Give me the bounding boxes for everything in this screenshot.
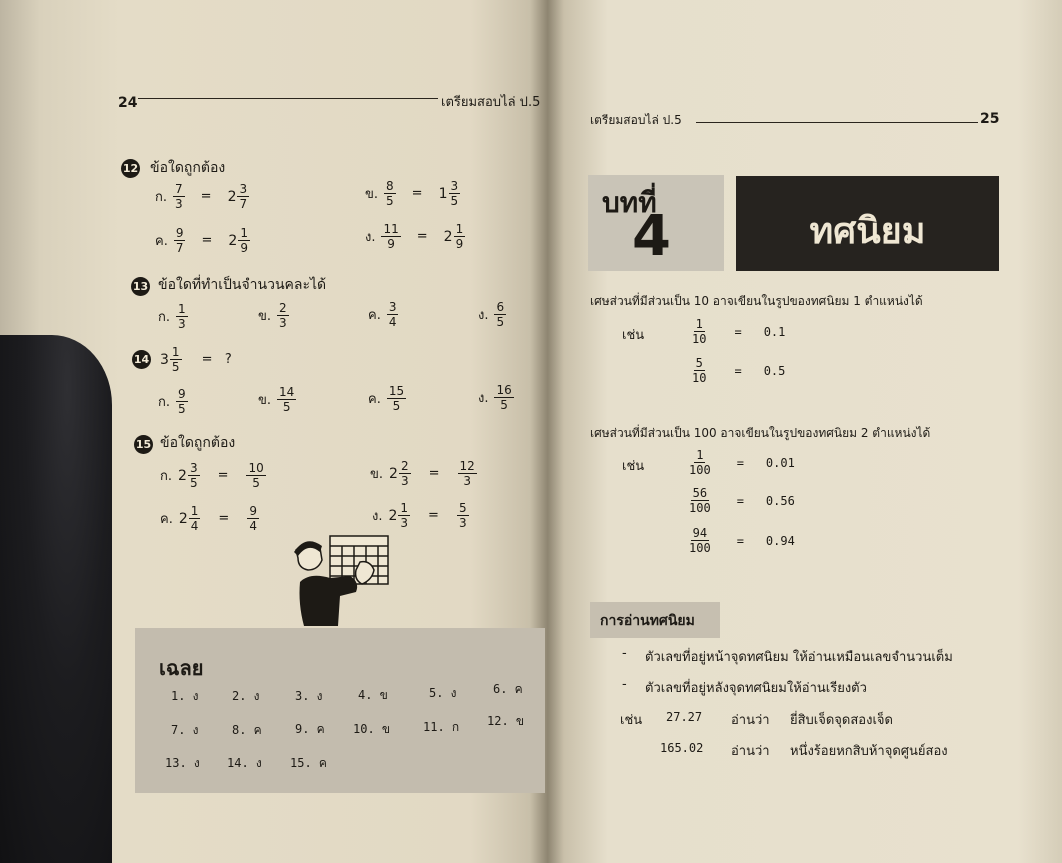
option-label: ง.	[372, 509, 383, 524]
q13-option-b	[258, 302, 289, 329]
chapter-title-box	[736, 176, 999, 271]
answer-3: 3. ง	[295, 689, 323, 703]
section1-example-word: เช่น	[622, 328, 645, 343]
mixed-number: 2 $\frac{2}{3}$	[389, 459, 409, 488]
section1-example-2	[690, 357, 785, 384]
q13-option-c	[368, 301, 398, 328]
chapter-number: 4	[632, 204, 671, 269]
section1-example-1	[690, 318, 785, 345]
fraction: $\frac{16}{5}$	[496, 383, 512, 412]
q14-option-a	[158, 388, 188, 415]
mixed-number: 1 $\frac{3}{5}$	[438, 179, 459, 208]
option-label: ก.	[158, 395, 171, 410]
q14-option-d	[478, 384, 514, 411]
reading-bullet-1: ตัวเลขที่อยู่หน้าจุดทศนิยม ให้อ่านเหมือนเลขจำนวนเต็ม	[645, 650, 953, 665]
answer-13: 13. ง	[165, 756, 200, 770]
equals-sign: =	[416, 229, 428, 244]
answer-key-box	[135, 628, 545, 793]
fraction: $\frac{9}{5}$	[178, 387, 186, 416]
option-label: ก.	[160, 469, 173, 484]
option-label: ค.	[160, 512, 173, 527]
equals-sign: =	[734, 363, 742, 378]
fraction: $\frac{9}{4}$	[249, 504, 257, 533]
reading-bullet-mark-1: -	[622, 646, 627, 661]
fraction: $\frac{1}{10}$	[692, 317, 707, 346]
q12-option-a	[155, 183, 249, 210]
fraction: $\frac{15}{5}$	[388, 384, 405, 413]
reading-example-2-reads: อ่านว่า	[731, 744, 770, 759]
section2-text: เศษส่วนที่มีส่วนเป็น 100 อาจเขียนในรูปของทศนิยม 2 ตำแหน่งได้	[590, 426, 931, 440]
reading-bullet-mark-2: -	[622, 677, 627, 692]
equals-sign: =	[736, 533, 744, 548]
mixed-number: 2 $\frac{3}{7}$	[227, 182, 248, 211]
fraction: $\frac{56}{100}$	[689, 486, 711, 515]
reading-example-word: เช่น	[620, 713, 643, 728]
fraction: $\frac{14}{5}$	[279, 385, 295, 414]
equals-sign: =	[428, 466, 440, 481]
equals-sign: =	[411, 186, 423, 201]
fraction: $\frac{7}{3}$	[175, 182, 183, 211]
section2-example-1	[687, 449, 795, 476]
option-label: ค.	[368, 392, 381, 407]
fraction: $\frac{12}{3}$	[459, 459, 475, 488]
reading-example-1-reads: อ่านว่า	[731, 713, 770, 728]
section2-example-word: เช่น	[622, 459, 645, 474]
q14-option-b	[258, 386, 296, 413]
decimal-value: 0.94	[765, 533, 795, 548]
q15-option-c	[160, 505, 259, 532]
question-number-14: 14	[132, 350, 151, 369]
header-title-right: เตรียมสอบไล่ ป.5	[590, 113, 682, 127]
equals-sign: =	[734, 324, 742, 339]
option-label: ง.	[478, 308, 489, 323]
page-number-right: 25	[980, 111, 1000, 127]
fraction: $\frac{11}{9}$	[383, 222, 399, 251]
option-label: ง.	[365, 230, 376, 245]
section2-example-3	[687, 527, 795, 554]
reading-example-1-text: ยี่สิบเจ็ดจุดสองเจ็ด	[790, 713, 893, 728]
question-text-15: ข้อใดถูกต้อง	[160, 435, 236, 451]
mixed-number: 2 $\frac{1}{3}$	[388, 501, 409, 530]
q12-option-d	[365, 223, 465, 250]
decimal-value: 0.5	[763, 363, 786, 378]
q15-option-a	[160, 462, 266, 489]
equals-sign: =	[200, 189, 212, 204]
q14-option-c	[368, 385, 406, 412]
mixed-number: 3 $\frac{1}{5}$	[160, 345, 180, 374]
fraction: $\frac{3}{4}$	[388, 300, 397, 329]
fraction: $\frac{8}{5}$	[386, 179, 394, 208]
decimal-value: 0.56	[765, 493, 795, 508]
reading-example-2-text: หนึ่งร้อยหกสิบห้าจุดศูนย์สอง	[790, 744, 948, 759]
q13-option-a	[158, 303, 188, 330]
answer-11: 11. ก	[423, 720, 460, 734]
q12-option-b	[365, 180, 460, 207]
equals-sign: =	[217, 468, 229, 483]
equals-sign: =	[201, 233, 213, 248]
q13-option-d	[478, 301, 506, 328]
option-label: ค.	[155, 234, 168, 249]
question-text-13: ข้อใดที่ทำเป็นจำนวนคละได้	[158, 277, 327, 293]
section2-example-2	[687, 487, 795, 514]
option-label: ข.	[365, 187, 379, 202]
reading-example-2-number: 165.02	[660, 741, 704, 755]
reading-section-box	[590, 602, 720, 638]
answer-7: 7. ง	[171, 723, 199, 737]
option-label: ก.	[158, 310, 171, 325]
reading-example-1-number: 27.27	[666, 710, 703, 724]
question-number-12: 12	[121, 159, 140, 178]
equals-sign: =	[428, 508, 439, 523]
equals-sign: =	[736, 493, 744, 508]
reading-bullet-2: ตัวเลขที่อยู่หลังจุดทศนิยมให้อ่านเรียงตัว	[645, 681, 867, 696]
equals-sign: =	[218, 511, 230, 526]
page-number-left: 24	[118, 95, 138, 111]
student-calendar-illustration	[290, 530, 400, 626]
answer-10: 10. ข	[353, 722, 391, 736]
option-label: ง.	[478, 391, 489, 406]
answer-1: 1. ง	[171, 689, 199, 703]
fraction: $\frac{94}{100}$	[689, 526, 711, 555]
q12-option-c	[155, 227, 250, 254]
fraction: $\frac{2}{3}$	[279, 301, 287, 330]
q14-stem	[160, 346, 232, 373]
chapter-title: ทศนิยม	[809, 211, 926, 252]
q15-option-d	[372, 502, 469, 529]
mixed-number: 2 $\frac{1}{4}$	[178, 504, 199, 533]
chapter-box	[588, 175, 724, 271]
section1-text: เศษส่วนที่มีส่วนเป็น 10 อาจเขียนในรูปของทศนิยม 1 ตำแหน่งได้	[590, 294, 923, 308]
answer-8: 8. ค	[232, 723, 262, 737]
answer-2: 2. ง	[232, 689, 260, 703]
fraction: $\frac{6}{5}$	[496, 300, 505, 329]
reading-section-title: การอ่านทศนิยม	[600, 613, 695, 629]
header-title-left: เตรียมสอบไล่ ป.5	[441, 95, 541, 110]
holding-thumb	[0, 335, 112, 863]
answer-9: 9. ค	[295, 722, 325, 736]
answer-12: 12. ข	[487, 714, 525, 728]
fraction: $\frac{5}{10}$	[692, 356, 707, 385]
option-label: ข.	[258, 393, 272, 408]
answer-14: 14. ง	[227, 756, 262, 770]
option-label: ข.	[258, 309, 272, 324]
question-number-13: 13	[131, 277, 150, 296]
option-label: ก.	[155, 190, 168, 205]
question-number-15: 15	[134, 435, 153, 454]
mixed-number: 2 $\frac{3}{5}$	[178, 461, 198, 490]
answer-15: 15. ค	[290, 756, 327, 770]
q15-option-b	[370, 460, 477, 487]
fraction: $\frac{9}{7}$	[175, 226, 184, 255]
answer-6: 6. ค	[493, 682, 523, 696]
fraction: $\frac{1}{3}$	[178, 302, 186, 331]
decimal-value: 0.01	[765, 455, 795, 470]
decimal-value: 0.1	[763, 324, 786, 339]
fraction: $\frac{10}{5}$	[248, 461, 264, 490]
option-label: ค.	[368, 308, 381, 323]
equals-sign: =	[736, 455, 744, 470]
question-tail: = ?	[201, 352, 232, 367]
mixed-number: 2 $\frac{1}{9}$	[228, 226, 248, 255]
fraction: $\frac{5}{3}$	[458, 501, 467, 530]
answer-4: 4. ข	[358, 688, 388, 702]
option-label: ข.	[370, 467, 384, 482]
header-rule-right	[696, 122, 978, 123]
answer-5: 5. ง	[429, 686, 457, 700]
answer-key-title: เฉลย	[159, 656, 204, 680]
chapter-label: บทที่	[602, 186, 657, 219]
question-text-12: ข้อใดถูกต้อง	[150, 160, 226, 176]
header-rule-left	[138, 98, 438, 99]
mixed-number: 2 $\frac{1}{9}$	[443, 222, 464, 251]
fraction: $\frac{1}{100}$	[689, 448, 711, 477]
